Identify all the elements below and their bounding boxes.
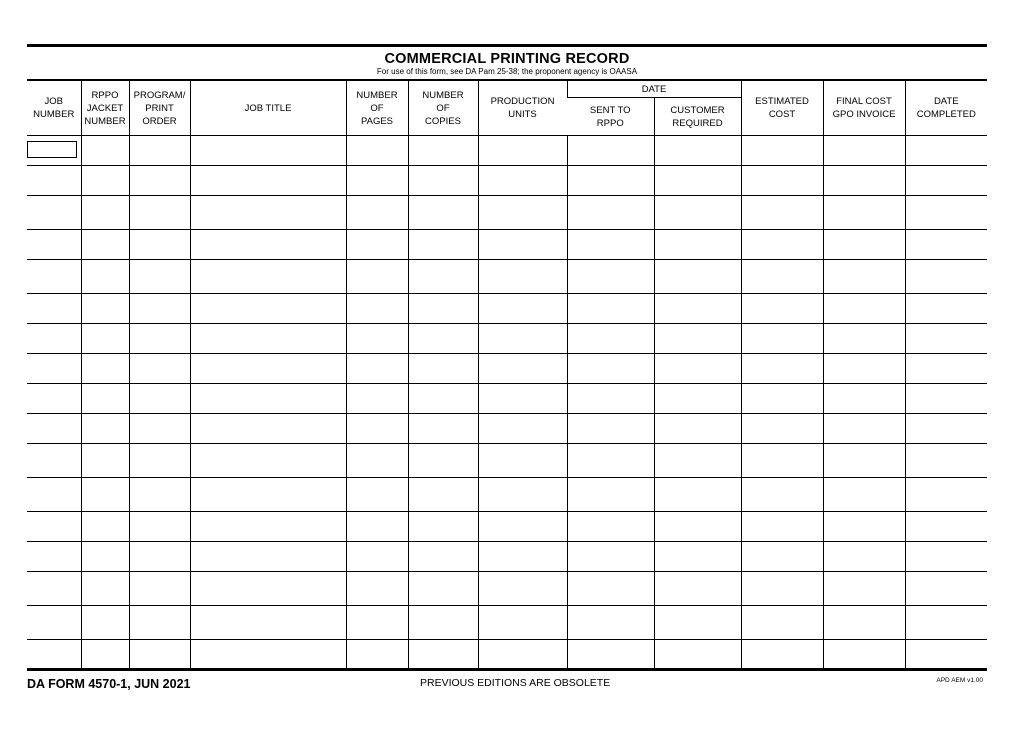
- cell-date-completed[interactable]: [905, 324, 987, 354]
- cell-production-units[interactable]: [478, 230, 567, 260]
- table-row: [27, 324, 987, 354]
- header-label-line: NUMBER: [33, 109, 75, 120]
- header-label-line: RPPO: [596, 117, 624, 129]
- cell-sent-to-rppo[interactable]: [567, 606, 654, 640]
- col-customer-required: [654, 98, 741, 136]
- cell-job-title[interactable]: [190, 478, 346, 512]
- col-rppo-jacket-number: [81, 80, 129, 136]
- cell-rppo-jacket-number[interactable]: [81, 136, 129, 166]
- col-sent-to-rppo: [567, 98, 654, 136]
- cell-job-number[interactable]: [27, 354, 81, 384]
- form-title: COMMERCIAL PRINTING RECORD: [384, 51, 630, 67]
- cell-production-units[interactable]: [478, 542, 567, 572]
- col-number-of-pages: [346, 80, 408, 136]
- table-body: [27, 136, 987, 670]
- cell-customer-required[interactable]: [654, 512, 741, 542]
- cell-program-print-order[interactable]: [129, 640, 190, 670]
- cell-estimated-cost[interactable]: [741, 294, 823, 324]
- cell-rppo-jacket-number[interactable]: [81, 166, 129, 196]
- table-row: [27, 640, 987, 670]
- cell-number-of-copies[interactable]: [408, 572, 478, 606]
- cell-production-units[interactable]: [478, 166, 567, 196]
- cell-number-of-copies[interactable]: [408, 166, 478, 196]
- header-label-line: CUSTOMER: [670, 104, 725, 116]
- cell-production-units[interactable]: [478, 478, 567, 512]
- cell-job-title[interactable]: [190, 640, 346, 670]
- record-table: [27, 79, 987, 671]
- header-label-line: REQUIRED: [672, 117, 723, 129]
- cell-estimated-cost[interactable]: [741, 196, 823, 230]
- cell-estimated-cost[interactable]: [741, 384, 823, 414]
- cell-rppo-jacket-number[interactable]: [81, 384, 129, 414]
- cell-date-completed[interactable]: [905, 444, 987, 478]
- cell-rppo-jacket-number[interactable]: [81, 196, 129, 230]
- cell-customer-required[interactable]: [654, 354, 741, 384]
- header-label-line: JOB: [44, 96, 63, 107]
- cell-number-of-copies[interactable]: [408, 196, 478, 230]
- header-label-line: PRINT: [145, 102, 174, 114]
- cell-program-print-order[interactable]: [129, 512, 190, 542]
- cell-customer-required[interactable]: [654, 230, 741, 260]
- header-label-line: NUMBER: [422, 89, 464, 101]
- cell-date-completed[interactable]: [905, 230, 987, 260]
- cell-sent-to-rppo[interactable]: [567, 572, 654, 606]
- table-row: [27, 196, 987, 230]
- col-job-number: [27, 80, 81, 136]
- col-estimated-cost: [741, 80, 823, 136]
- table-row: [27, 414, 987, 444]
- cell-estimated-cost[interactable]: [741, 606, 823, 640]
- cell-rppo-jacket-number[interactable]: [81, 294, 129, 324]
- cell-number-of-copies[interactable]: [408, 606, 478, 640]
- obsolete-notice: PREVIOUS EDITIONS ARE OBSOLETE: [420, 677, 611, 689]
- cell-rppo-jacket-number[interactable]: [81, 572, 129, 606]
- cell-sent-to-rppo[interactable]: [567, 166, 654, 196]
- header-label-line: DATE: [933, 96, 959, 107]
- cell-number-of-pages[interactable]: [346, 354, 408, 384]
- cell-estimated-cost[interactable]: [741, 478, 823, 512]
- cell-rppo-jacket-number[interactable]: [81, 354, 129, 384]
- col-date-group: DATE: [567, 80, 741, 98]
- cell-final-cost-gpo-invoice[interactable]: [823, 414, 905, 444]
- table-row: [27, 606, 987, 640]
- header-label-line: OF: [370, 102, 384, 114]
- cell-number-of-pages[interactable]: [346, 196, 408, 230]
- header-label-line: SENT TO: [589, 104, 631, 116]
- cell-rppo-jacket-number[interactable]: [81, 478, 129, 512]
- cell-job-number[interactable]: [27, 324, 81, 354]
- cell-final-cost-gpo-invoice[interactable]: [823, 166, 905, 196]
- cell-number-of-copies[interactable]: [408, 512, 478, 542]
- cell-customer-required[interactable]: [654, 542, 741, 572]
- cell-number-of-pages[interactable]: [346, 324, 408, 354]
- header-label-line: NUMBER: [84, 115, 126, 127]
- header-label-line: JOB TITLE: [244, 102, 292, 114]
- header-label-line: RPPO: [91, 89, 119, 101]
- cell-customer-required[interactable]: [654, 414, 741, 444]
- cell-job-title[interactable]: [190, 384, 346, 414]
- cell-job-number[interactable]: [27, 542, 81, 572]
- cell-final-cost-gpo-invoice[interactable]: [823, 572, 905, 606]
- cell-date-completed[interactable]: [905, 294, 987, 324]
- cell-number-of-pages[interactable]: [346, 230, 408, 260]
- cell-date-completed[interactable]: [905, 354, 987, 384]
- cell-customer-required[interactable]: [654, 136, 741, 166]
- header-label-line: OF: [436, 102, 450, 114]
- cell-estimated-cost[interactable]: [741, 542, 823, 572]
- cell-sent-to-rppo[interactable]: [567, 640, 654, 670]
- cell-rppo-jacket-number[interactable]: [81, 324, 129, 354]
- cell-program-print-order[interactable]: [129, 166, 190, 196]
- cell-rppo-jacket-number[interactable]: [81, 414, 129, 444]
- cell-sent-to-rppo[interactable]: [567, 512, 654, 542]
- cell-date-completed[interactable]: [905, 260, 987, 294]
- cell-estimated-cost[interactable]: [741, 324, 823, 354]
- cell-job-title[interactable]: [190, 512, 346, 542]
- cell-sent-to-rppo[interactable]: [567, 260, 654, 294]
- cell-final-cost-gpo-invoice[interactable]: [823, 444, 905, 478]
- cell-production-units[interactable]: [478, 512, 567, 542]
- cell-job-title[interactable]: [190, 260, 346, 294]
- cell-job-number[interactable]: [27, 196, 81, 230]
- cell-customer-required[interactable]: [654, 640, 741, 670]
- cell-estimated-cost[interactable]: [741, 414, 823, 444]
- cell-date-completed[interactable]: [905, 572, 987, 606]
- cell-number-of-pages[interactable]: [346, 542, 408, 572]
- form-id: DA FORM 4570-1, JUN 2021: [27, 677, 191, 691]
- table-row: [27, 512, 987, 542]
- col-job-title: [190, 80, 346, 136]
- cell-job-title[interactable]: [190, 542, 346, 572]
- cell-number-of-copies[interactable]: [408, 640, 478, 670]
- cell-program-print-order[interactable]: [129, 444, 190, 478]
- table-row: [27, 294, 987, 324]
- cell-customer-required[interactable]: [654, 260, 741, 294]
- header-label-line: COPIES: [425, 115, 461, 127]
- cell-number-of-pages[interactable]: [346, 444, 408, 478]
- cell-sent-to-rppo[interactable]: [567, 444, 654, 478]
- cell-program-print-order[interactable]: [129, 324, 190, 354]
- cell-date-completed[interactable]: [905, 414, 987, 444]
- header-label-line: ESTIMATED: [755, 96, 809, 107]
- cell-customer-required[interactable]: [654, 572, 741, 606]
- cell-sent-to-rppo[interactable]: [567, 230, 654, 260]
- cell-date-completed[interactable]: [905, 136, 987, 166]
- cell-number-of-pages[interactable]: [346, 606, 408, 640]
- cell-job-title[interactable]: [190, 230, 346, 260]
- table-row: [27, 354, 987, 384]
- cell-final-cost-gpo-invoice[interactable]: [823, 354, 905, 384]
- cell-rppo-jacket-number[interactable]: [81, 444, 129, 478]
- cell-job-title[interactable]: [190, 354, 346, 384]
- cell-number-of-pages[interactable]: [346, 414, 408, 444]
- table-row: [27, 136, 987, 166]
- cell-sent-to-rppo[interactable]: [567, 414, 654, 444]
- cell-job-number[interactable]: [27, 640, 81, 670]
- table-row: [27, 260, 987, 294]
- cell-production-units[interactable]: [478, 606, 567, 640]
- cell-estimated-cost[interactable]: [741, 512, 823, 542]
- cell-customer-required[interactable]: [654, 444, 741, 478]
- cell-program-print-order[interactable]: [129, 260, 190, 294]
- cell-customer-required[interactable]: [654, 324, 741, 354]
- cell-number-of-copies[interactable]: [408, 260, 478, 294]
- cell-program-print-order[interactable]: [129, 294, 190, 324]
- cell-date-completed[interactable]: [905, 384, 987, 414]
- cell-production-units[interactable]: [478, 294, 567, 324]
- cell-program-print-order[interactable]: [129, 230, 190, 260]
- table-row: [27, 572, 987, 606]
- cell-number-of-copies[interactable]: [408, 478, 478, 512]
- cell-job-number[interactable]: [27, 478, 81, 512]
- cell-sent-to-rppo[interactable]: [567, 294, 654, 324]
- cell-production-units[interactable]: [478, 640, 567, 670]
- table-row: [27, 384, 987, 414]
- col-production-units: [478, 80, 567, 136]
- cell-production-units[interactable]: [478, 324, 567, 354]
- cell-number-of-pages[interactable]: [346, 640, 408, 670]
- cell-production-units[interactable]: [478, 136, 567, 166]
- header-label-line: FINAL COST: [836, 96, 892, 107]
- header-label-line: UNITS: [508, 109, 537, 120]
- cell-final-cost-gpo-invoice[interactable]: [823, 136, 905, 166]
- cell-job-title[interactable]: [190, 166, 346, 196]
- form-subtitle: For use of this form, see DA Pam 25-38; the proponent agency is OAASA: [376, 67, 638, 76]
- cell-rppo-jacket-number[interactable]: [81, 260, 129, 294]
- cell-program-print-order[interactable]: [129, 414, 190, 444]
- cell-job-title[interactable]: [190, 294, 346, 324]
- cell-job-title[interactable]: [190, 572, 346, 606]
- cell-sent-to-rppo[interactable]: [567, 196, 654, 230]
- cell-job-number[interactable]: [27, 384, 81, 414]
- cell-final-cost-gpo-invoice[interactable]: [823, 294, 905, 324]
- cell-final-cost-gpo-invoice[interactable]: [823, 542, 905, 572]
- header-label-line: COMPLETED: [916, 109, 976, 120]
- cell-date-completed[interactable]: [905, 512, 987, 542]
- cell-estimated-cost[interactable]: [741, 136, 823, 166]
- cell-estimated-cost[interactable]: [741, 640, 823, 670]
- cell-date-completed[interactable]: [905, 542, 987, 572]
- header-label-line: PRODUCTION: [490, 96, 555, 107]
- cell-number-of-pages[interactable]: [346, 294, 408, 324]
- cell-job-number[interactable]: [27, 136, 81, 166]
- cell-final-cost-gpo-invoice[interactable]: [823, 512, 905, 542]
- table-row: [27, 444, 987, 478]
- cell-date-completed[interactable]: [905, 196, 987, 230]
- cell-production-units[interactable]: [478, 572, 567, 606]
- cell-job-number[interactable]: [27, 444, 81, 478]
- header-label-line: NUMBER: [356, 89, 398, 101]
- header-label-line: PAGES: [360, 115, 394, 127]
- col-number-of-copies: [408, 80, 478, 136]
- cell-sent-to-rppo[interactable]: [567, 324, 654, 354]
- cell-number-of-copies[interactable]: [408, 414, 478, 444]
- cell-production-units[interactable]: [478, 444, 567, 478]
- cell-final-cost-gpo-invoice[interactable]: [823, 606, 905, 640]
- form-footer: [27, 677, 987, 697]
- cell-job-number[interactable]: [27, 512, 81, 542]
- cell-customer-required[interactable]: [654, 606, 741, 640]
- cell-date-completed[interactable]: [905, 640, 987, 670]
- table-row: [27, 478, 987, 512]
- cell-number-of-copies[interactable]: [408, 384, 478, 414]
- cell-job-number[interactable]: [27, 606, 81, 640]
- col-program-print-order: [129, 80, 190, 136]
- col-final-cost-gpo-invoice: [823, 80, 905, 136]
- cell-customer-required[interactable]: [654, 384, 741, 414]
- cell-customer-required[interactable]: [654, 478, 741, 512]
- cell-customer-required[interactable]: [654, 166, 741, 196]
- table-row: [27, 166, 987, 196]
- cell-job-title[interactable]: [190, 136, 346, 166]
- header-label-line: PROGRAM/: [133, 89, 186, 101]
- header-label-line: ORDER: [142, 115, 177, 127]
- cell-sent-to-rppo[interactable]: [567, 542, 654, 572]
- cell-program-print-order[interactable]: [129, 384, 190, 414]
- cell-number-of-pages[interactable]: [346, 478, 408, 512]
- job-number-input[interactable]: [27, 141, 77, 158]
- cell-job-number[interactable]: [27, 572, 81, 606]
- cell-job-title[interactable]: [190, 196, 346, 230]
- cell-job-title[interactable]: [190, 606, 346, 640]
- cell-estimated-cost[interactable]: [741, 444, 823, 478]
- cell-estimated-cost[interactable]: [741, 572, 823, 606]
- cell-number-of-pages[interactable]: [346, 136, 408, 166]
- cell-program-print-order[interactable]: [129, 196, 190, 230]
- cell-rppo-jacket-number[interactable]: [81, 542, 129, 572]
- cell-job-title[interactable]: [190, 324, 346, 354]
- cell-number-of-copies[interactable]: [408, 136, 478, 166]
- cell-job-number[interactable]: [27, 166, 81, 196]
- cell-number-of-pages[interactable]: [346, 572, 408, 606]
- cell-job-title[interactable]: [190, 414, 346, 444]
- cell-final-cost-gpo-invoice[interactable]: [823, 196, 905, 230]
- cell-estimated-cost[interactable]: [741, 354, 823, 384]
- cell-final-cost-gpo-invoice[interactable]: [823, 640, 905, 670]
- col-date-completed: [905, 80, 987, 136]
- cell-program-print-order[interactable]: [129, 542, 190, 572]
- cell-number-of-copies[interactable]: [408, 542, 478, 572]
- cell-program-print-order[interactable]: [129, 136, 190, 166]
- cell-production-units[interactable]: [478, 196, 567, 230]
- cell-number-of-pages[interactable]: [346, 260, 408, 294]
- cell-program-print-order[interactable]: [129, 606, 190, 640]
- cell-production-units[interactable]: [478, 414, 567, 444]
- cell-estimated-cost[interactable]: [741, 260, 823, 294]
- cell-number-of-pages[interactable]: [346, 384, 408, 414]
- cell-rppo-jacket-number[interactable]: [81, 230, 129, 260]
- cell-production-units[interactable]: [478, 384, 567, 414]
- cell-number-of-copies[interactable]: [408, 324, 478, 354]
- cell-final-cost-gpo-invoice[interactable]: [823, 478, 905, 512]
- cell-job-number[interactable]: [27, 414, 81, 444]
- cell-program-print-order[interactable]: [129, 354, 190, 384]
- cell-job-number[interactable]: [27, 260, 81, 294]
- top-rule: [27, 44, 987, 47]
- cell-rppo-jacket-number[interactable]: [81, 640, 129, 670]
- cell-sent-to-rppo[interactable]: [567, 384, 654, 414]
- printing-record-form: [27, 44, 987, 671]
- apd-version: APD AEM v1.00: [936, 677, 983, 684]
- cell-final-cost-gpo-invoice[interactable]: [823, 324, 905, 354]
- cell-job-title[interactable]: [190, 444, 346, 478]
- cell-production-units[interactable]: [478, 354, 567, 384]
- cell-rppo-jacket-number[interactable]: [81, 606, 129, 640]
- table-row: [27, 230, 987, 260]
- cell-date-completed[interactable]: [905, 606, 987, 640]
- cell-number-of-copies[interactable]: [408, 230, 478, 260]
- table-row: [27, 542, 987, 572]
- cell-number-of-copies[interactable]: [408, 294, 478, 324]
- header-label-line: COST: [768, 109, 796, 120]
- cell-final-cost-gpo-invoice[interactable]: [823, 384, 905, 414]
- cell-number-of-pages[interactable]: [346, 512, 408, 542]
- cell-customer-required[interactable]: [654, 294, 741, 324]
- cell-number-of-copies[interactable]: [408, 444, 478, 478]
- cell-final-cost-gpo-invoice[interactable]: [823, 230, 905, 260]
- header-label-line: GPO INVOICE: [832, 109, 896, 120]
- cell-date-completed[interactable]: [905, 166, 987, 196]
- header-label-line: JACKET: [86, 102, 124, 114]
- cell-rppo-jacket-number[interactable]: [81, 512, 129, 542]
- cell-estimated-cost[interactable]: [741, 166, 823, 196]
- cell-customer-required[interactable]: [654, 196, 741, 230]
- cell-final-cost-gpo-invoice[interactable]: [823, 260, 905, 294]
- cell-estimated-cost[interactable]: [741, 230, 823, 260]
- cell-job-number[interactable]: [27, 230, 81, 260]
- cell-production-units[interactable]: [478, 260, 567, 294]
- cell-sent-to-rppo[interactable]: [567, 478, 654, 512]
- cell-number-of-copies[interactable]: [408, 354, 478, 384]
- cell-job-number[interactable]: [27, 294, 81, 324]
- cell-date-completed[interactable]: [905, 478, 987, 512]
- cell-sent-to-rppo[interactable]: [567, 136, 654, 166]
- cell-program-print-order[interactable]: [129, 572, 190, 606]
- cell-program-print-order[interactable]: [129, 478, 190, 512]
- cell-sent-to-rppo[interactable]: [567, 354, 654, 384]
- cell-number-of-pages[interactable]: [346, 166, 408, 196]
